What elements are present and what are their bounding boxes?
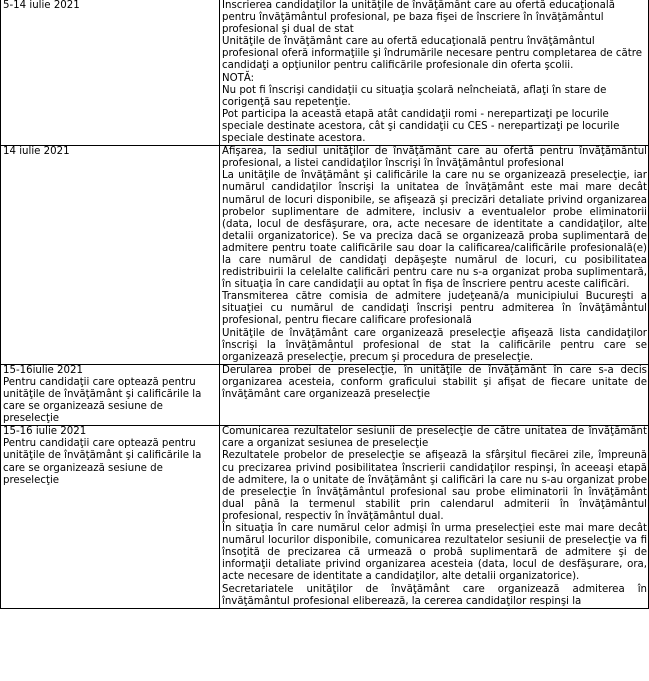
description-paragraph: Comunicarea rezultatelor sesiunii de preselecţie de către unitatea de învăţământ care a organizat sesiunea de preselecţie bbox=[222, 426, 647, 450]
description-paragraph: Nu pot fi înscrişi candidaţii cu situaţia şcolară neîncheiată, aflaţi în stare de corigenţă sau repetenţie. bbox=[222, 84, 607, 108]
description-paragraph: Rezultatele probelor de preselecţie se afişează la sfârşitul fiecărei zile, împreună cu precizarea privind posibilitatea înscrierii candidaţilor respinşi, în aceeaşi etapă de admitere, la o unitate de învăţământ şi calificări la care nu s-au organizat probe de preselecţie în învăţământul profesional sau probe eliminatorii în învăţământ dual până la termenul stabilit prin calendarul admiterii în învăţământul profesional, respectiv în învăţământul dual. bbox=[222, 450, 647, 522]
description-cell bbox=[220, 364, 649, 425]
date-cell bbox=[1, 426, 220, 608]
date-cell bbox=[1, 146, 220, 365]
description-cell bbox=[220, 0, 649, 146]
date-text: 5-14 iulie 2021 bbox=[3, 0, 80, 11]
description-cell bbox=[220, 146, 649, 365]
note-heading: NOTĂ: bbox=[222, 72, 255, 84]
table-row bbox=[1, 364, 649, 425]
description-paragraph: Transmiterea către comisia de admitere judeţeană/a municipiului Bucureşti a situaţiei cu numărul de candidaţi înscrişi pentru admiterea în învăţământul profesional, pentru fiecare calificare profesională bbox=[222, 291, 647, 327]
description-paragraph: Unităţile de învăţământ care organizează preselecţie afişează lista candidaţilor înscrişi la învăţământul profesional de stat la calificările pentru care se organizează preselecţie, precum şi procedura de preselecţie. bbox=[222, 327, 647, 363]
description-cell bbox=[220, 426, 649, 608]
date-note: Pentru candidaţii care optează pentru unităţile de învăţământ şi calificările la care se organizează sesiune de preselecţie bbox=[3, 376, 202, 425]
table-row bbox=[1, 0, 649, 146]
description-paragraph: La unităţile de învăţământ şi calificările la care nu se organizează preselecţie, iar numărul candidaţilor înscrişi la unitatea de învăţământ este mai mare decât numărul de locuri disponibile, se afişează şi precizări detaliate privind organizarea probelor suplimentare de admitere, inclusiv a eventualelor probe eliminatorii (data, locul de desfăşurare, ora, acte necesare de identitate a candidaţilor, alte detalii organizatorice). Se va preciza dacă se organizează proba suplimentară de admitere pentru toate calificările sau doar la calificarea/calificările profesională(e) la care numărul de candidaţi depăşeşte numărul de locuri, cu posibilitatea redistribuirii la celelalte calificări pentru care nu s-a organizat proba suplimentară, în situaţia în care candidaţii au optat în fişa de înscriere pentru aceste calificări. bbox=[222, 170, 647, 291]
table-row bbox=[1, 426, 649, 608]
description-paragraph: Derularea probei de preselecţie, în unităţile de învăţământ în care s-a decis organizarea acesteia, conform graficului stabilit şi afişat de fiecare unitate de învăţământ care organizează preselecţie bbox=[222, 364, 647, 400]
date-text: 14 iulie 2021 bbox=[3, 146, 70, 158]
date-note: Pentru candidaţii care optează pentru unităţile de învăţământ şi calificările la care se organizează sesiune de preselecţie bbox=[3, 438, 202, 486]
date-text: 15-16iulie 2021 bbox=[3, 364, 83, 376]
date-text: 15-16 iulie 2021 bbox=[3, 426, 87, 438]
description-paragraph: Unităţile de învăţământ care au ofertă educaţională pentru învăţământul profesional oferă informaţiile şi îndrumările necesare pentru completarea de către candidaţi a opţiunilor pentru calificările profesionale din oferta şcolii. bbox=[222, 36, 642, 72]
date-cell bbox=[1, 364, 220, 425]
description-paragraph: Secretariatele unităţilor de învăţământ care organizează admiterea în învăţământul profesional eliberează, la cererea candidaţilor respinşi la bbox=[222, 583, 647, 607]
description-paragraph: Înscrierea candidaţilor la unităţile de învăţământ care au ofertă educaţională pentru învăţământul profesional, pe baza fişei de înscriere în învăţământul profesional şi dual de stat bbox=[222, 0, 615, 36]
description-paragraph: Afişarea, la sediul unităţilor de învăţământ care au ofertă pentru învăţământul profesional, a listei candidaţilor înscrişi în învăţământul profesional bbox=[222, 146, 647, 170]
date-cell bbox=[1, 0, 220, 146]
table-row bbox=[1, 146, 649, 365]
description-paragraph: Pot participa la această etapă atât candidaţii romi - nerepartizaţi pe locurile speciale destinate acestora, cât şi candidaţii cu CES - nerepartizaţi pe locurile speciale destinate acestora. bbox=[222, 108, 620, 145]
description-paragraph: În situaţia în care numărul celor admişi în urma preselecţiei este mai mare decât numărul locurilor disponibile, comunicarea rezultatelor sesiunii de preselecţie va fi însoţită de precizarea că urmează o probă suplimentară de admitere şi de informaţii detaliate privind organizarea acesteia (data, locul de desfăşurare, ora, acte necesare de identitate a candidaţilor, alte detalii organizatorice). bbox=[222, 523, 647, 583]
